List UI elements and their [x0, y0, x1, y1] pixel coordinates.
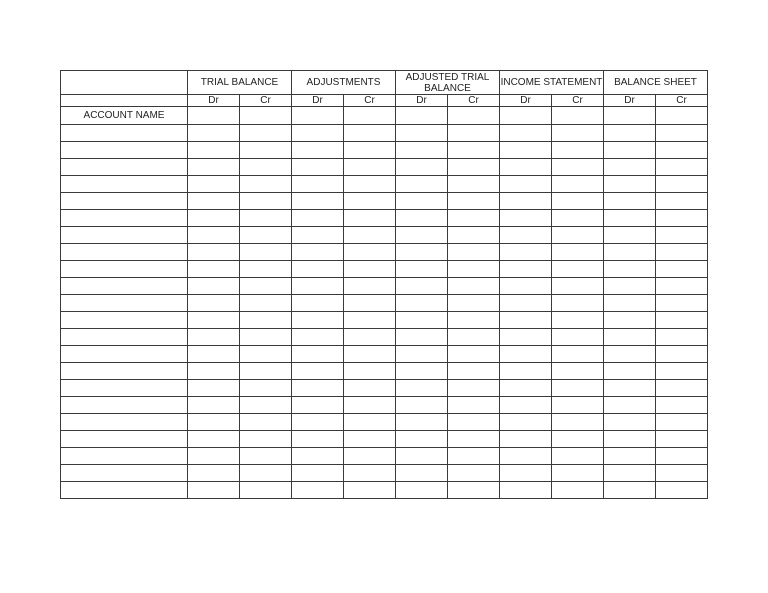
account-name-cell[interactable]: [61, 210, 188, 227]
debit-cell[interactable]: [500, 193, 552, 210]
debit-cell[interactable]: [396, 295, 448, 312]
debit-cell[interactable]: [292, 176, 344, 193]
debit-cell[interactable]: [188, 465, 240, 482]
debit-cell[interactable]: [500, 448, 552, 465]
credit-cell[interactable]: [552, 261, 604, 278]
credit-cell[interactable]: [656, 159, 708, 176]
credit-cell[interactable]: [240, 363, 292, 380]
credit-cell[interactable]: [552, 329, 604, 346]
group-income-statement: INCOME STATEMENT: [500, 71, 604, 95]
ledger-row: [61, 431, 708, 448]
account-name-cell[interactable]: [61, 295, 188, 312]
account-name-cell[interactable]: [61, 482, 188, 499]
debit-cell[interactable]: [188, 142, 240, 159]
credit-cell[interactable]: [240, 193, 292, 210]
debit-cell[interactable]: [396, 176, 448, 193]
debit-cell[interactable]: [188, 176, 240, 193]
ledger-row: [61, 261, 708, 278]
account-name-cell[interactable]: [61, 142, 188, 159]
entry-cell[interactable]: [292, 107, 344, 125]
entry-cell[interactable]: [604, 107, 656, 125]
debit-cell[interactable]: [396, 414, 448, 431]
debit-cell[interactable]: [604, 380, 656, 397]
account-name-cell[interactable]: [61, 244, 188, 261]
debit-cell[interactable]: [188, 482, 240, 499]
credit-cell[interactable]: [240, 278, 292, 295]
credit-cell[interactable]: [656, 312, 708, 329]
credit-cell[interactable]: [240, 142, 292, 159]
debit-cell[interactable]: [500, 346, 552, 363]
credit-cell[interactable]: [344, 431, 396, 448]
debit-cell[interactable]: [500, 159, 552, 176]
account-name-cell[interactable]: [61, 176, 188, 193]
debit-cell[interactable]: [604, 431, 656, 448]
debit-cell[interactable]: [500, 312, 552, 329]
debit-cell[interactable]: [500, 278, 552, 295]
debit-cell[interactable]: [188, 414, 240, 431]
credit-cell[interactable]: [448, 431, 500, 448]
account-name-cell[interactable]: [61, 312, 188, 329]
credit-cell[interactable]: [240, 312, 292, 329]
credit-cell[interactable]: [448, 363, 500, 380]
debit-cell[interactable]: [188, 312, 240, 329]
balance-sheet-dr: Dr: [604, 95, 656, 107]
credit-cell[interactable]: [552, 397, 604, 414]
credit-cell[interactable]: [448, 244, 500, 261]
credit-cell[interactable]: [448, 261, 500, 278]
debit-cell[interactable]: [500, 482, 552, 499]
credit-cell[interactable]: [552, 210, 604, 227]
account-name-cell[interactable]: [61, 465, 188, 482]
credit-cell[interactable]: [552, 346, 604, 363]
debit-cell[interactable]: [396, 244, 448, 261]
debit-cell[interactable]: [396, 159, 448, 176]
account-name-cell[interactable]: [61, 414, 188, 431]
credit-cell[interactable]: [552, 465, 604, 482]
debit-cell[interactable]: [396, 448, 448, 465]
credit-cell[interactable]: [656, 363, 708, 380]
account-name-cell[interactable]: [61, 261, 188, 278]
debit-cell[interactable]: [500, 414, 552, 431]
debit-cell[interactable]: [188, 448, 240, 465]
credit-cell[interactable]: [656, 227, 708, 244]
income-statement-cr: Cr: [552, 95, 604, 107]
credit-cell[interactable]: [656, 176, 708, 193]
credit-cell[interactable]: [240, 210, 292, 227]
credit-cell[interactable]: [344, 176, 396, 193]
credit-cell[interactable]: [240, 414, 292, 431]
ledger-row: [61, 414, 708, 431]
entry-cell[interactable]: [344, 107, 396, 125]
debit-cell[interactable]: [500, 244, 552, 261]
credit-cell[interactable]: [448, 380, 500, 397]
debit-cell[interactable]: [604, 159, 656, 176]
debit-cell[interactable]: [188, 346, 240, 363]
debit-cell[interactable]: [500, 329, 552, 346]
credit-cell[interactable]: [344, 329, 396, 346]
debit-cell[interactable]: [396, 329, 448, 346]
account-name-cell[interactable]: [61, 448, 188, 465]
debit-cell[interactable]: [396, 210, 448, 227]
account-name-cell[interactable]: [61, 159, 188, 176]
credit-cell[interactable]: [656, 448, 708, 465]
credit-cell[interactable]: [552, 159, 604, 176]
credit-cell[interactable]: [344, 312, 396, 329]
account-name-cell[interactable]: [61, 380, 188, 397]
credit-cell[interactable]: [448, 414, 500, 431]
credit-cell[interactable]: [240, 227, 292, 244]
debit-cell[interactable]: [292, 159, 344, 176]
debit-cell[interactable]: [396, 482, 448, 499]
debit-cell[interactable]: [292, 227, 344, 244]
blank-corner-cell: [61, 71, 188, 95]
debit-cell[interactable]: [500, 125, 552, 142]
debit-cell[interactable]: [188, 397, 240, 414]
debit-cell[interactable]: [188, 329, 240, 346]
debit-cell[interactable]: [188, 363, 240, 380]
account-name-cell[interactable]: [61, 363, 188, 380]
debit-cell[interactable]: [292, 193, 344, 210]
ledger-row: [61, 278, 708, 295]
credit-cell[interactable]: [344, 193, 396, 210]
credit-cell[interactable]: [552, 176, 604, 193]
credit-cell[interactable]: [448, 210, 500, 227]
ledger-row: [61, 193, 708, 210]
debit-cell[interactable]: [604, 363, 656, 380]
debit-cell[interactable]: [188, 159, 240, 176]
credit-cell[interactable]: [656, 193, 708, 210]
ledger-row: [61, 312, 708, 329]
debit-cell[interactable]: [604, 193, 656, 210]
debit-cell[interactable]: [188, 244, 240, 261]
credit-cell[interactable]: [448, 176, 500, 193]
trial-balance-dr: Dr: [188, 95, 240, 107]
credit-cell[interactable]: [552, 244, 604, 261]
account-name-cell[interactable]: [61, 278, 188, 295]
ledger-row: [61, 125, 708, 142]
account-name-cell[interactable]: [61, 397, 188, 414]
debit-cell[interactable]: [396, 193, 448, 210]
credit-cell[interactable]: [448, 159, 500, 176]
credit-cell[interactable]: [552, 431, 604, 448]
entry-cell[interactable]: [448, 107, 500, 125]
balance-sheet-cr: Cr: [656, 95, 708, 107]
debit-cell[interactable]: [292, 295, 344, 312]
ledger-row: [61, 176, 708, 193]
credit-cell[interactable]: [552, 482, 604, 499]
ledger-row: [61, 482, 708, 499]
credit-cell[interactable]: [240, 244, 292, 261]
account-name-cell[interactable]: [61, 227, 188, 244]
group-header-row: [61, 71, 708, 95]
credit-cell[interactable]: [448, 142, 500, 159]
ledger-row: [61, 346, 708, 363]
debit-cell[interactable]: [604, 312, 656, 329]
worksheet-table: [60, 70, 708, 499]
credit-cell[interactable]: [448, 465, 500, 482]
credit-cell[interactable]: [656, 142, 708, 159]
credit-cell[interactable]: [448, 227, 500, 244]
debit-cell[interactable]: [188, 193, 240, 210]
debit-cell[interactable]: [500, 380, 552, 397]
debit-cell[interactable]: [604, 329, 656, 346]
debit-cell[interactable]: [396, 380, 448, 397]
debit-cell[interactable]: [604, 465, 656, 482]
debit-cell[interactable]: [396, 261, 448, 278]
debit-cell[interactable]: [604, 210, 656, 227]
credit-cell[interactable]: [552, 448, 604, 465]
credit-cell[interactable]: [344, 125, 396, 142]
adjustments-cr: Cr: [344, 95, 396, 107]
ledger-row: [61, 295, 708, 312]
group-adjustments: ADJUSTMENTS: [292, 71, 396, 95]
debit-cell[interactable]: [292, 363, 344, 380]
credit-cell[interactable]: [656, 278, 708, 295]
credit-cell[interactable]: [552, 278, 604, 295]
adjustments-dr: Dr: [292, 95, 344, 107]
entry-cell[interactable]: [552, 107, 604, 125]
account-name-cell[interactable]: [61, 329, 188, 346]
credit-cell[interactable]: [344, 278, 396, 295]
debit-cell[interactable]: [500, 210, 552, 227]
ledger-row: [61, 227, 708, 244]
debit-cell[interactable]: [292, 312, 344, 329]
credit-cell[interactable]: [240, 380, 292, 397]
entry-cell[interactable]: [240, 107, 292, 125]
credit-cell[interactable]: [240, 482, 292, 499]
credit-cell[interactable]: [552, 227, 604, 244]
credit-cell[interactable]: [344, 346, 396, 363]
credit-cell[interactable]: [552, 295, 604, 312]
credit-cell[interactable]: [656, 210, 708, 227]
credit-cell[interactable]: [240, 465, 292, 482]
credit-cell[interactable]: [656, 295, 708, 312]
credit-cell[interactable]: [344, 414, 396, 431]
credit-cell[interactable]: [656, 431, 708, 448]
account-name-cell[interactable]: [61, 431, 188, 448]
dr-cr-header-row: [61, 95, 708, 107]
debit-cell[interactable]: [292, 482, 344, 499]
ledger-row: [61, 142, 708, 159]
debit-cell[interactable]: [292, 278, 344, 295]
ledger-row: [61, 465, 708, 482]
credit-cell[interactable]: [656, 482, 708, 499]
debit-cell[interactable]: [500, 176, 552, 193]
debit-cell[interactable]: [188, 431, 240, 448]
account-name-cell[interactable]: [61, 193, 188, 210]
credit-cell[interactable]: [656, 465, 708, 482]
debit-cell[interactable]: [292, 210, 344, 227]
credit-cell[interactable]: [240, 346, 292, 363]
debit-cell[interactable]: [604, 448, 656, 465]
debit-cell[interactable]: [396, 363, 448, 380]
debit-cell[interactable]: [292, 465, 344, 482]
debit-cell[interactable]: [292, 142, 344, 159]
credit-cell[interactable]: [448, 295, 500, 312]
debit-cell[interactable]: [604, 227, 656, 244]
credit-cell[interactable]: [656, 380, 708, 397]
credit-cell[interactable]: [552, 193, 604, 210]
credit-cell[interactable]: [552, 312, 604, 329]
credit-cell[interactable]: [344, 448, 396, 465]
credit-cell[interactable]: [240, 261, 292, 278]
debit-cell[interactable]: [604, 244, 656, 261]
account-name-cell[interactable]: [61, 125, 188, 142]
credit-cell[interactable]: [240, 295, 292, 312]
credit-cell[interactable]: [344, 465, 396, 482]
credit-cell[interactable]: [344, 227, 396, 244]
ledger-row: [61, 448, 708, 465]
debit-cell[interactable]: [500, 142, 552, 159]
credit-cell[interactable]: [552, 363, 604, 380]
credit-cell[interactable]: [240, 431, 292, 448]
credit-cell[interactable]: [240, 397, 292, 414]
debit-cell[interactable]: [604, 482, 656, 499]
debit-cell[interactable]: [500, 363, 552, 380]
credit-cell[interactable]: [448, 278, 500, 295]
debit-cell[interactable]: [500, 261, 552, 278]
debit-cell[interactable]: [292, 397, 344, 414]
debit-cell[interactable]: [396, 465, 448, 482]
debit-cell[interactable]: [604, 142, 656, 159]
debit-cell[interactable]: [604, 278, 656, 295]
ledger-row: [61, 159, 708, 176]
debit-cell[interactable]: [292, 414, 344, 431]
debit-cell[interactable]: [604, 295, 656, 312]
credit-cell[interactable]: [240, 448, 292, 465]
adjusted-trial-balance-dr: Dr: [396, 95, 448, 107]
credit-cell[interactable]: [656, 414, 708, 431]
credit-cell[interactable]: [552, 380, 604, 397]
credit-cell[interactable]: [344, 482, 396, 499]
credit-cell[interactable]: [344, 244, 396, 261]
entry-cell[interactable]: [396, 107, 448, 125]
entry-cell[interactable]: [656, 107, 708, 125]
debit-cell[interactable]: [396, 142, 448, 159]
credit-cell[interactable]: [344, 159, 396, 176]
credit-cell[interactable]: [448, 312, 500, 329]
credit-cell[interactable]: [344, 210, 396, 227]
debit-cell[interactable]: [396, 125, 448, 142]
debit-cell[interactable]: [604, 125, 656, 142]
debit-cell[interactable]: [396, 397, 448, 414]
credit-cell[interactable]: [448, 125, 500, 142]
ledger-row: [61, 397, 708, 414]
debit-cell[interactable]: [604, 261, 656, 278]
credit-cell[interactable]: [656, 125, 708, 142]
ledger-row: [61, 210, 708, 227]
debit-cell[interactable]: [188, 295, 240, 312]
account-name-header-row: [61, 107, 708, 125]
debit-cell[interactable]: [292, 261, 344, 278]
credit-cell[interactable]: [552, 414, 604, 431]
ledger-row: [61, 329, 708, 346]
credit-cell[interactable]: [448, 329, 500, 346]
debit-cell[interactable]: [396, 227, 448, 244]
debit-cell[interactable]: [604, 346, 656, 363]
credit-cell[interactable]: [448, 193, 500, 210]
credit-cell[interactable]: [240, 125, 292, 142]
adjusted-trial-balance-cr: Cr: [448, 95, 500, 107]
credit-cell[interactable]: [448, 397, 500, 414]
debit-cell[interactable]: [188, 278, 240, 295]
debit-cell[interactable]: [188, 210, 240, 227]
ledger-row: [61, 244, 708, 261]
debit-cell[interactable]: [396, 431, 448, 448]
debit-cell[interactable]: [604, 176, 656, 193]
credit-cell[interactable]: [656, 397, 708, 414]
group-balance-sheet: BALANCE SHEET: [604, 71, 708, 95]
credit-cell[interactable]: [240, 176, 292, 193]
debit-cell[interactable]: [292, 244, 344, 261]
debit-cell[interactable]: [396, 312, 448, 329]
debit-cell[interactable]: [188, 261, 240, 278]
debit-cell[interactable]: [604, 414, 656, 431]
ledger-row: [61, 380, 708, 397]
debit-cell[interactable]: [188, 227, 240, 244]
debit-cell[interactable]: [188, 380, 240, 397]
credit-cell[interactable]: [552, 142, 604, 159]
credit-cell[interactable]: [552, 125, 604, 142]
debit-cell[interactable]: [500, 295, 552, 312]
debit-cell[interactable]: [292, 431, 344, 448]
debit-cell[interactable]: [500, 465, 552, 482]
debit-cell[interactable]: [604, 397, 656, 414]
entry-cell[interactable]: [188, 107, 240, 125]
credit-cell[interactable]: [240, 159, 292, 176]
credit-cell[interactable]: [656, 329, 708, 346]
credit-cell[interactable]: [344, 363, 396, 380]
credit-cell[interactable]: [344, 142, 396, 159]
credit-cell[interactable]: [656, 261, 708, 278]
entry-cell[interactable]: [500, 107, 552, 125]
debit-cell[interactable]: [292, 448, 344, 465]
credit-cell[interactable]: [656, 244, 708, 261]
credit-cell[interactable]: [344, 261, 396, 278]
debit-cell[interactable]: [396, 346, 448, 363]
credit-cell[interactable]: [344, 295, 396, 312]
debit-cell[interactable]: [500, 431, 552, 448]
debit-cell[interactable]: [292, 346, 344, 363]
debit-cell[interactable]: [500, 397, 552, 414]
trial-balance-cr: Cr: [240, 95, 292, 107]
debit-cell[interactable]: [500, 227, 552, 244]
credit-cell[interactable]: [344, 397, 396, 414]
credit-cell[interactable]: [240, 329, 292, 346]
account-name-cell[interactable]: [61, 346, 188, 363]
debit-cell[interactable]: [292, 329, 344, 346]
credit-cell[interactable]: [656, 346, 708, 363]
debit-cell[interactable]: [188, 125, 240, 142]
credit-cell[interactable]: [344, 380, 396, 397]
debit-cell[interactable]: [292, 380, 344, 397]
debit-cell[interactable]: [396, 278, 448, 295]
group-adjusted-trial-balance: ADJUSTED TRIAL BALANCE: [396, 71, 500, 95]
ledger-row: [61, 363, 708, 380]
credit-cell[interactable]: [448, 448, 500, 465]
credit-cell[interactable]: [448, 346, 500, 363]
blank-cell: [61, 95, 188, 107]
account-name-header: ACCOUNT NAME: [61, 107, 188, 125]
credit-cell[interactable]: [448, 482, 500, 499]
group-trial-balance: TRIAL BALANCE: [188, 71, 292, 95]
debit-cell[interactable]: [292, 125, 344, 142]
income-statement-dr: Dr: [500, 95, 552, 107]
